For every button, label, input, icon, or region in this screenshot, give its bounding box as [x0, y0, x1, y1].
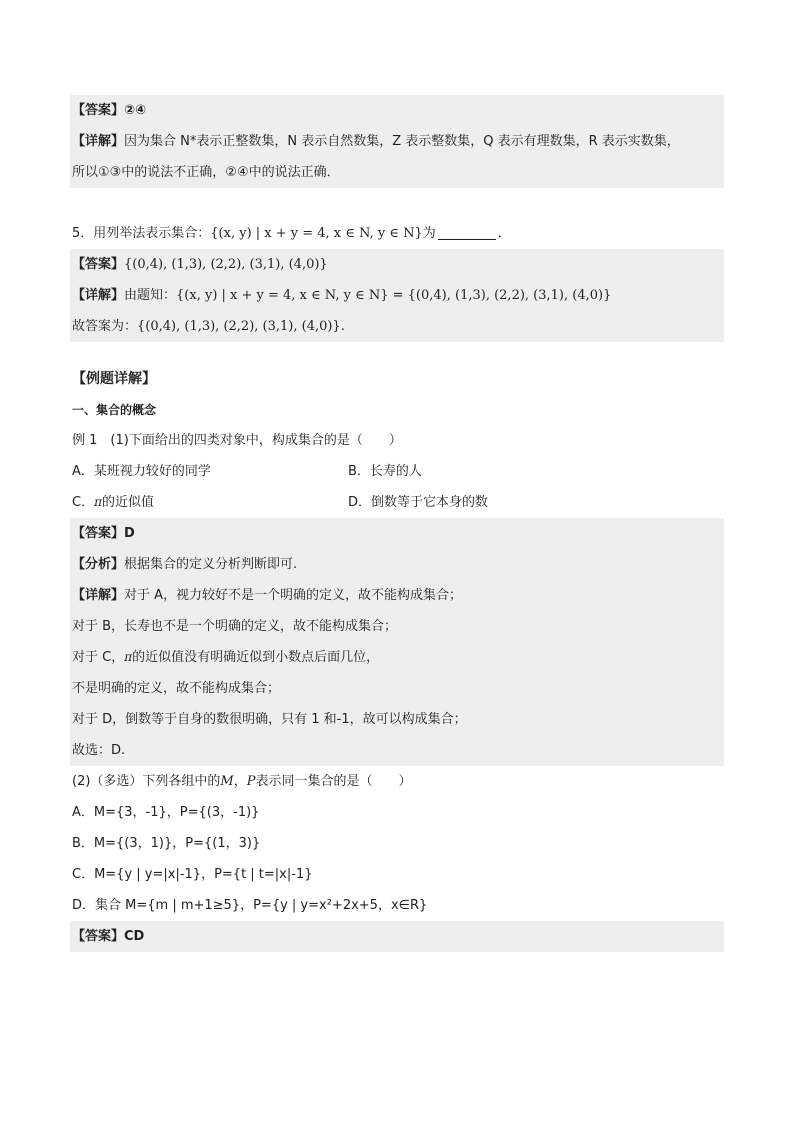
ex2-stem-p: P [246, 774, 256, 789]
ex1-answer-line [70, 518, 724, 549]
q5-answer-line [70, 249, 724, 280]
detail-line-2 [70, 157, 724, 188]
answer-block-q4 [70, 95, 724, 188]
option-b: B．长寿的人 [348, 464, 422, 479]
ex2-stem-comma: ， [233, 774, 247, 789]
answer-blank [438, 225, 496, 240]
ex2-option-c: C．M={y | y=|x|-1}，P={t | t=|x|-1} [72, 867, 313, 882]
ex2-answer-line [70, 921, 724, 952]
answer-line [70, 95, 724, 126]
ex2-answer-label: 【答案】 [72, 929, 125, 944]
ex1-detail-label: 【详解】 [72, 588, 125, 603]
ex1-detail-line-2: 对于 B，长寿也不是一个明确的定义，故不能构成集合； [72, 619, 398, 634]
q5-final-line [70, 311, 724, 342]
ex1-detail-line-4: 不是明确的定义，故不能构成集合； [72, 681, 281, 696]
ex1-detail-line-3 [70, 642, 724, 673]
example-1-options-ab [70, 456, 724, 487]
q5-detail-line [70, 280, 724, 311]
answer-value: ②④ [124, 103, 147, 118]
example-2-stem [70, 766, 724, 797]
ex1-analysis-label: 【分析】 [72, 557, 125, 572]
q5-answer-label: 【答案】 [72, 257, 125, 272]
answer-label: 【答案】 [72, 103, 125, 118]
option-c-prefix: C． [72, 495, 95, 510]
ex1-detail-text-1: 对于 A，视力较好不是一个明确的定义，故不能构成集合； [124, 588, 463, 603]
q5-detail-label: 【详解】 [72, 288, 125, 303]
section-title: 【例题详解】 [72, 371, 156, 387]
q5-answer-set: {(0,4), (1,3), (2,2), (3,1), (4,0)} [124, 257, 328, 272]
ex1-detail-3-suffix: 的近似值没有明确近似到小数点后面几位， [132, 650, 380, 665]
spacer [70, 342, 724, 362]
q5-stem-end: ． [497, 226, 511, 241]
option-a: A．某班视力较好的同学 [72, 464, 211, 479]
pi-symbol: π [94, 495, 102, 509]
ex2-answer-value: CD [124, 929, 145, 944]
q5-detail-set: {(x, y) | x + y = 4, x ∈ N, y ∈ N} [176, 288, 389, 303]
example-1-stem: 例 1 (1)下面给出的四类对象中，构成集合的是（ ） [72, 433, 402, 448]
ex2-option-b: B．M={(3，1)}，P={(1，3)} [72, 836, 261, 851]
q5-stem-set: {(x, y) | x + y = 4, x ∈ N, y ∈ N} [210, 226, 423, 241]
question-5-stem [70, 218, 724, 249]
q5-detail-prefix: 由题知： [124, 288, 177, 303]
ex1-analysis-text: 根据集合的定义分析判断即可. [124, 557, 298, 572]
ex1-answer-value: D [124, 526, 135, 541]
ex2-stem-m: M [220, 774, 234, 789]
q5-final-prefix: 故答案为： [72, 319, 138, 334]
option-d: D．倒数等于它本身的数 [348, 495, 489, 510]
detail-line-1 [70, 126, 724, 157]
section-subtitle: 一、集合的概念 [72, 403, 157, 417]
answer-block-q5 [70, 249, 724, 342]
q5-final-end: . [340, 319, 345, 334]
q5-stem-suffix: 为 [422, 226, 436, 241]
pi-symbol: π [124, 650, 133, 664]
ex2-option-a: A．M={3，-1}，P={(3，-1)} [72, 805, 260, 820]
detail-text-1: 因为集合 N*表示正整数集，N 表示自然数集，Z 表示整数集，Q 表示有理数集，R 表示实数集， [124, 134, 680, 149]
example-1-options-cd [70, 487, 724, 518]
ex2-option-d: D．集合 M={m | m+1≥5}，P={y | y=x²+2x+5，x∈R} [72, 898, 428, 913]
document-page [70, 95, 724, 952]
detail-label: 【详解】 [72, 134, 125, 149]
q5-detail-eq: = [392, 288, 404, 303]
ex1-analysis-line [70, 549, 724, 580]
ex2-stem-prefix: (2)（多选）下列各组中的 [72, 774, 221, 789]
answer-block-example-1 [70, 518, 724, 766]
option-c-suffix: 的近似值 [101, 495, 154, 510]
ex1-answer-label: 【答案】 [72, 526, 125, 541]
ex2-stem-suffix: 表示同一集合的是（ ） [255, 774, 412, 789]
q5-final-set: {(0,4), (1,3), (2,2), (3,1), (4,0)} [137, 319, 341, 334]
q5-stem-prefix: 5．用列举法表示集合： [72, 226, 211, 241]
ex1-detail-line-6: 故选：D. [72, 743, 126, 758]
detail-text-2: 所以①③中的说法不正确，②④中的说法正确． [72, 165, 340, 180]
ex1-detail-line-1 [70, 580, 724, 611]
ex1-detail-line-5: 对于 D，倒数等于自身的数很明确，只有 1 和-1，故可以构成集合； [72, 712, 467, 727]
answer-block-example-2 [70, 921, 724, 952]
option-c [72, 495, 154, 510]
spacer [70, 188, 724, 218]
q5-detail-result: {(0,4), (1,3), (2,2), (3,1), (4,0)} [407, 288, 612, 303]
ex1-detail-3-prefix: 对于 C， [72, 650, 125, 665]
